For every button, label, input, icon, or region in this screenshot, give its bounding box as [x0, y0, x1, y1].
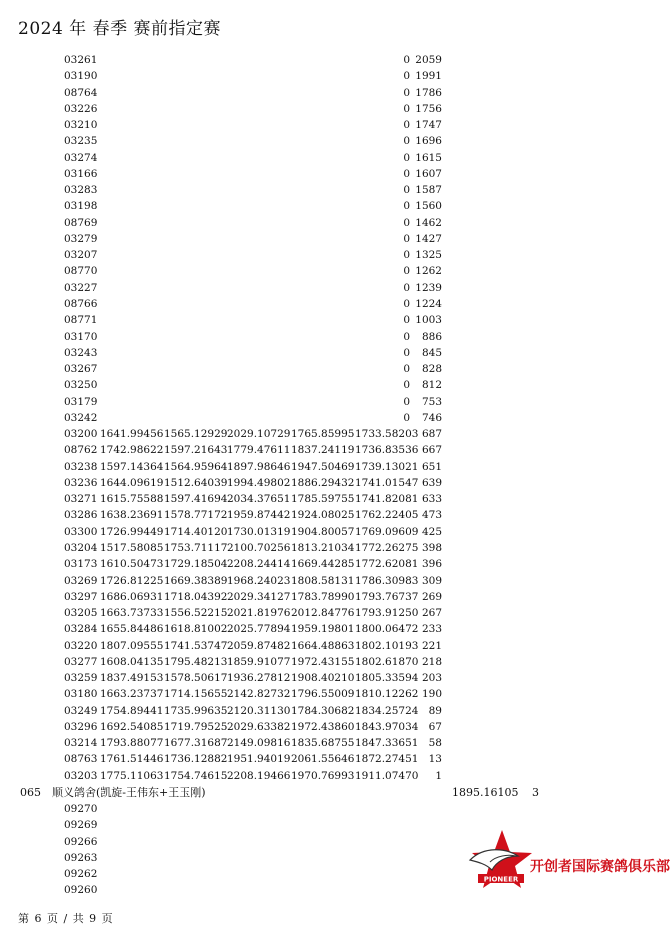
value-5: 1772.26275	[355, 541, 419, 554]
entry-code: 03226	[64, 102, 98, 115]
table-row	[0, 524, 670, 540]
entry-code: 03243	[64, 346, 98, 359]
entry-code: 03179	[64, 395, 98, 408]
entry-code: 03238	[64, 460, 98, 473]
score: 13	[428, 753, 442, 766]
value-5: 1786.30983	[355, 574, 419, 587]
value-1: 1754.89441	[100, 704, 164, 717]
team-value: 1895.16105	[452, 786, 519, 799]
score: 218	[421, 655, 442, 668]
zero-value: 0	[403, 151, 410, 164]
value-5: 1739.13021	[355, 460, 419, 473]
value-2: 1578.50617	[164, 672, 228, 685]
entry-code: 08763	[64, 753, 98, 766]
value-5: 1733.58203	[355, 428, 419, 441]
entry-code: 09266	[64, 835, 98, 848]
entry-code: 08771	[64, 314, 98, 327]
value-2: 1578.77172	[164, 509, 228, 522]
entry-code: 03210	[64, 119, 98, 132]
table-row	[0, 52, 670, 68]
value-2: 1729.18504	[164, 558, 228, 571]
zero-value: 0	[403, 265, 410, 278]
value-3: 2120.31130	[227, 704, 291, 717]
entry-code: 08762	[64, 444, 98, 457]
entry-code: 03235	[64, 135, 98, 148]
entry-code: 03271	[64, 493, 98, 506]
value-1: 1742.98622	[100, 444, 164, 457]
table-row	[0, 410, 670, 426]
value-4: 1796.55009	[291, 688, 355, 701]
table-row	[0, 589, 670, 605]
value-4: 1765.85995	[291, 428, 355, 441]
score: 267	[421, 607, 442, 620]
zero-value: 0	[403, 86, 410, 99]
table-row	[0, 280, 670, 296]
value-5: 1872.27451	[355, 753, 419, 766]
entry-code: 03207	[64, 249, 98, 262]
value-2: 1597.41694	[164, 493, 228, 506]
score: 1560	[415, 200, 442, 213]
entry-code: 03198	[64, 200, 98, 213]
score: 2059	[415, 54, 442, 66]
value-3: 2025.77894	[227, 623, 291, 636]
value-2: 1564.95964	[164, 460, 228, 473]
zero-value: 0	[403, 135, 410, 148]
value-4: 2061.55646	[291, 753, 355, 766]
value-5: 1741.01547	[355, 476, 419, 489]
table-row	[0, 703, 670, 719]
table-row	[0, 751, 670, 767]
zero-value: 0	[403, 184, 410, 197]
entry-code: 09270	[64, 803, 98, 815]
entry-code: 03250	[64, 379, 98, 392]
table-row	[0, 735, 670, 751]
table-row	[0, 621, 670, 637]
score: 233	[421, 623, 442, 636]
table-row	[0, 442, 670, 458]
table-row	[0, 540, 670, 556]
entry-code: 03267	[64, 363, 98, 376]
table-row	[0, 329, 670, 345]
value-3: 1730.01319	[227, 525, 291, 538]
table-row	[0, 573, 670, 589]
table-row	[0, 491, 670, 507]
table-row	[0, 670, 670, 686]
zero-value: 0	[403, 216, 410, 229]
score: 221	[421, 639, 442, 652]
score: 651	[421, 460, 442, 473]
value-3: 1994.49802	[227, 476, 291, 489]
score: 1427	[415, 232, 442, 245]
pigeon-star-emblem-icon	[466, 826, 536, 892]
value-2: 1753.71117	[164, 541, 228, 554]
score: 203	[421, 672, 442, 685]
entry-code: 03170	[64, 330, 98, 343]
value-5: 1772.62081	[355, 558, 419, 571]
value-1: 1597.14364	[100, 460, 164, 473]
value-2: 1556.52215	[164, 607, 228, 620]
table-row	[0, 296, 670, 312]
zero-value: 0	[403, 232, 410, 245]
zero-value: 0	[403, 411, 410, 424]
value-5: 1834.25724	[355, 704, 419, 717]
value-1: 1837.49153	[100, 672, 164, 685]
table-row	[0, 361, 670, 377]
value-5: 1769.09609	[355, 525, 419, 538]
value-2: 1754.74615	[164, 769, 228, 782]
score: 1	[435, 769, 442, 782]
value-2: 1597.21643	[164, 444, 228, 457]
zero-value: 0	[403, 346, 410, 359]
value-3: 2034.37651	[227, 493, 291, 506]
entry-code: 08770	[64, 265, 98, 278]
zero-value: 0	[403, 363, 410, 376]
zero-value: 0	[403, 102, 410, 115]
value-3: 2100.70256	[227, 541, 291, 554]
entry-code: 08764	[64, 86, 98, 99]
entry-code: 03190	[64, 70, 98, 83]
entry-code: 03261	[64, 54, 98, 66]
table-row	[0, 166, 670, 182]
zero-value: 0	[403, 395, 410, 408]
value-2: 1714.40120	[164, 525, 228, 538]
table-row	[0, 768, 670, 784]
entry-code: 03277	[64, 655, 98, 668]
value-3: 2208.19466	[227, 769, 291, 782]
table-row	[0, 475, 670, 491]
entry-code: 03279	[64, 232, 98, 245]
table-row	[0, 638, 670, 654]
value-4: 1908.40210	[291, 672, 355, 685]
zero-value: 0	[403, 379, 410, 392]
score: 425	[421, 525, 442, 538]
entry-code: 09263	[64, 851, 98, 864]
value-3: 2021.81976	[227, 607, 291, 620]
value-4: 1808.58131	[291, 574, 355, 587]
zero-value: 0	[403, 281, 410, 294]
entry-code: 03300	[64, 525, 98, 538]
table-row	[0, 719, 670, 735]
score: 1696	[415, 135, 442, 148]
table-row	[0, 345, 670, 361]
value-2: 1565.12929	[164, 428, 228, 441]
value-2: 1618.81002	[164, 623, 228, 636]
score: 398	[421, 541, 442, 554]
value-1: 1615.75588	[100, 493, 164, 506]
entry-code: 03259	[64, 672, 98, 685]
value-2: 1714.15655	[164, 688, 228, 701]
entry-code: 03236	[64, 476, 98, 489]
score: 667	[421, 444, 442, 457]
table-row	[0, 198, 670, 214]
value-5: 1843.97034	[355, 720, 419, 733]
score: 639	[421, 476, 442, 489]
entry-code: 09262	[64, 868, 98, 881]
value-4: 1959.19801	[291, 623, 355, 636]
entry-code: 03205	[64, 607, 98, 620]
score: 89	[428, 704, 442, 717]
entry-code: 03283	[64, 184, 98, 197]
club-name-text: 开创者国际赛鸽俱乐部	[530, 859, 670, 875]
table-row	[0, 85, 670, 101]
value-3: 2029.10729	[227, 428, 291, 441]
value-5: 1793.91250	[355, 607, 419, 620]
value-1: 1775.11063	[100, 769, 164, 782]
table-row	[0, 312, 670, 328]
value-2: 1735.99635	[164, 704, 228, 717]
table-row	[0, 377, 670, 393]
score: 1756	[415, 102, 442, 115]
table-row	[0, 150, 670, 166]
value-4: 1785.59755	[291, 493, 355, 506]
table-row	[0, 263, 670, 279]
entry-code: 03214	[64, 737, 98, 750]
value-3: 1859.91077	[227, 655, 291, 668]
value-1: 1644.09619	[100, 476, 164, 489]
score: 67	[428, 720, 442, 733]
score: 845	[421, 346, 442, 359]
value-4: 1972.43860	[291, 720, 355, 733]
entry-code: 03297	[64, 590, 98, 603]
value-2: 1677.31687	[164, 737, 228, 750]
value-2: 1718.04392	[164, 590, 228, 603]
table-row	[0, 426, 670, 442]
score: 309	[421, 574, 442, 587]
entry-code: 03269	[64, 574, 98, 587]
score: 1462	[415, 216, 442, 229]
value-1: 1641.99456	[100, 428, 164, 441]
entry-code: 08769	[64, 216, 98, 229]
value-4: 1924.08025	[291, 509, 355, 522]
table-row	[0, 605, 670, 621]
score: 828	[421, 363, 442, 376]
value-4: 1972.43155	[291, 655, 355, 668]
page-footer: 第 6 页 / 共 9 页	[18, 912, 114, 925]
score: 58	[428, 737, 442, 750]
table-row	[0, 394, 670, 410]
value-1: 1793.88077	[100, 737, 164, 750]
table-row	[0, 68, 670, 84]
value-4: 1970.76993	[291, 769, 355, 782]
table-row	[0, 686, 670, 702]
value-1: 1726.99449	[100, 525, 164, 538]
value-3: 2142.82732	[227, 688, 291, 701]
value-4: 1669.44285	[291, 558, 355, 571]
value-4: 1886.29432	[291, 476, 355, 489]
value-3: 2029.34127	[227, 590, 291, 603]
score: 753	[421, 395, 442, 408]
value-1: 1686.06931	[100, 590, 164, 603]
score: 1262	[415, 265, 442, 278]
score: 473	[421, 509, 442, 522]
team-number: 065	[20, 786, 41, 799]
zero-value: 0	[403, 297, 410, 310]
entry-code: 03173	[64, 558, 98, 571]
value-1: 1638.23691	[100, 509, 164, 522]
entry-code: 03166	[64, 167, 98, 180]
value-1: 1663.73733	[100, 607, 164, 620]
value-4: 1664.48863	[291, 639, 355, 652]
value-5: 1802.61870	[355, 655, 419, 668]
entry-code: 09269	[64, 819, 98, 832]
table-row	[0, 117, 670, 133]
entry-code: 03220	[64, 639, 98, 652]
zero-value: 0	[403, 314, 410, 327]
value-3: 2029.63382	[227, 720, 291, 733]
value-5: 1736.83536	[355, 444, 419, 457]
value-3: 1968.24023	[227, 574, 291, 587]
entry-code: 03249	[64, 704, 98, 717]
value-3: 1779.47611	[227, 444, 291, 457]
value-3: 1936.27812	[227, 672, 291, 685]
value-5: 1911.07470	[355, 769, 419, 782]
entry-code: 03227	[64, 281, 98, 294]
value-4: 1904.80057	[291, 525, 355, 538]
team-code-row	[0, 801, 670, 817]
value-1: 1761.51446	[100, 753, 164, 766]
score: 1747	[415, 119, 442, 132]
entry-code: 03296	[64, 720, 98, 733]
team-name: 顺义鸽舍(凯旋-王伟东+王玉刚)	[52, 786, 206, 799]
score: 1615	[415, 151, 442, 164]
score: 687	[421, 428, 442, 441]
value-2: 1669.38389	[164, 574, 228, 587]
value-1: 1655.84486	[100, 623, 164, 636]
value-4: 1835.68755	[291, 737, 355, 750]
zero-value: 0	[403, 70, 410, 83]
value-3: 2149.09816	[227, 737, 291, 750]
page-title: 2024 年 春季 赛前指定赛	[18, 19, 221, 39]
table-row	[0, 133, 670, 149]
score: 1224	[415, 297, 442, 310]
value-3: 1897.98646	[227, 460, 291, 473]
value-5: 1800.06472	[355, 623, 419, 636]
table-row	[0, 247, 670, 263]
score: 190	[421, 688, 442, 701]
value-5: 1793.76737	[355, 590, 419, 603]
entry-code: 03286	[64, 509, 98, 522]
entry-code: 03242	[64, 411, 98, 424]
score: 1239	[415, 281, 442, 294]
score: 633	[421, 493, 442, 506]
score: 1003	[415, 314, 442, 327]
value-3: 1959.87442	[227, 509, 291, 522]
team-rank: 3	[532, 786, 539, 799]
value-4: 1947.50469	[291, 460, 355, 473]
entry-code: 08766	[64, 297, 98, 310]
score: 1786	[415, 86, 442, 99]
value-5: 1741.82081	[355, 493, 419, 506]
entry-code: 09260	[64, 884, 98, 897]
value-3: 2059.87482	[227, 639, 291, 652]
score: 1991	[415, 70, 442, 83]
table-row	[0, 654, 670, 670]
table-row	[0, 101, 670, 117]
score: 269	[421, 590, 442, 603]
team-header-row	[0, 784, 670, 802]
value-4: 2012.84776	[291, 607, 355, 620]
value-5: 1802.10193	[355, 639, 419, 652]
zero-value: 0	[403, 54, 410, 66]
value-5: 1810.12262	[355, 688, 419, 701]
value-3: 1951.94019	[227, 753, 291, 766]
value-2: 1736.12882	[164, 753, 228, 766]
value-1: 1692.54085	[100, 720, 164, 733]
table-row	[0, 231, 670, 247]
value-4: 1784.30682	[291, 704, 355, 717]
table-row	[0, 507, 670, 523]
value-1: 1517.58085	[100, 541, 164, 554]
table-row	[0, 182, 670, 198]
entry-code: 03180	[64, 688, 98, 701]
zero-value: 0	[403, 200, 410, 213]
zero-value: 0	[403, 330, 410, 343]
table-row	[0, 459, 670, 475]
value-4: 1813.21034	[291, 541, 355, 554]
value-5: 1847.33651	[355, 737, 419, 750]
club-logo	[466, 826, 670, 892]
entry-code: 03204	[64, 541, 98, 554]
entry-code: 03203	[64, 769, 98, 782]
value-2: 1719.79525	[164, 720, 228, 733]
value-1: 1663.23737	[100, 688, 164, 701]
results-table	[0, 52, 670, 784]
score: 396	[421, 558, 442, 571]
entry-code: 03200	[64, 428, 98, 441]
entry-code: 03274	[64, 151, 98, 164]
value-5: 1762.22405	[355, 509, 419, 522]
score: 812	[421, 379, 442, 392]
score: 1607	[415, 167, 442, 180]
value-1: 1726.81225	[100, 574, 164, 587]
value-5: 1805.33594	[355, 672, 419, 685]
value-2: 1795.48213	[164, 655, 228, 668]
zero-value: 0	[403, 249, 410, 262]
value-2: 1741.53747	[164, 639, 228, 652]
value-4: 1837.24119	[291, 444, 355, 457]
zero-value: 0	[403, 119, 410, 132]
table-row	[0, 556, 670, 572]
table-row	[0, 215, 670, 231]
value-4: 1783.78990	[291, 590, 355, 603]
value-1: 1608.04135	[100, 655, 164, 668]
svg-text:PIONEER: PIONEER	[483, 875, 519, 884]
value-2: 1512.64039	[164, 476, 228, 489]
score: 886	[421, 330, 442, 343]
score: 746	[421, 411, 442, 424]
entry-code: 03284	[64, 623, 98, 636]
value-1: 1610.50473	[100, 558, 164, 571]
score: 1587	[415, 184, 442, 197]
score: 1325	[415, 249, 442, 262]
value-3: 2208.24414	[227, 558, 291, 571]
value-1: 1807.09555	[100, 639, 164, 652]
zero-value: 0	[403, 167, 410, 180]
